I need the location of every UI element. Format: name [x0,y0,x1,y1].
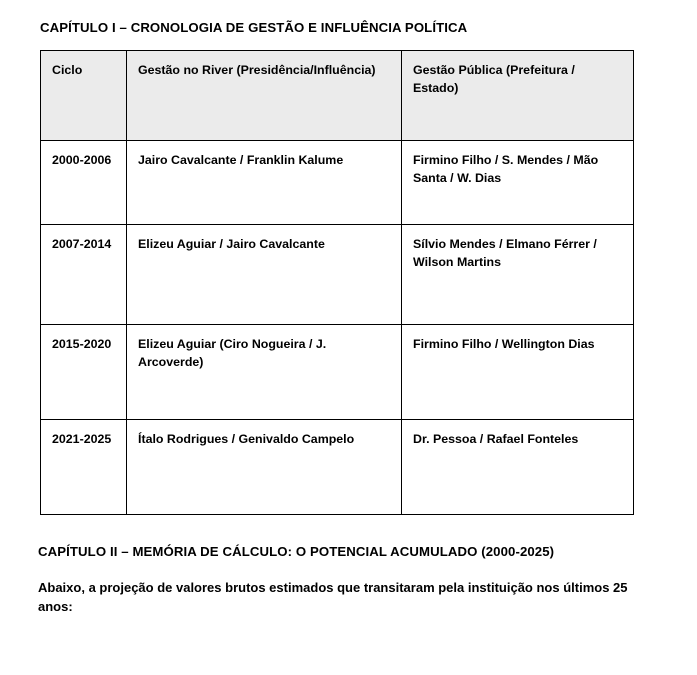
cell-gestao-river-text: Elizeu Aguiar (Ciro Nogueira / J. Arcoverde) [138,336,327,369]
table-row [41,419,634,514]
cell-gestao-publica [402,419,634,514]
cell-ciclo [41,224,127,324]
chapter-1-heading: CAPÍTULO I – CRONOLOGIA DE GESTÃO E INFLUÊNCIA POLÍTICA [40,20,468,35]
column-header-gestao-publica [402,50,634,140]
table-header [41,50,634,140]
column-header-gestao-river [127,50,402,140]
cell-ciclo [41,140,127,224]
cell-gestao-publica-text: Sílvio Mendes / Elmano Férrer / Wilson Martins [413,236,597,269]
cell-gestao-publica [402,224,634,324]
table-row [41,324,634,419]
chapter-2-intro-paragraph: Abaixo, a projeção de valores brutos estimados que transitaram pela instituição nos últimos 25 anos: [38,579,628,615]
column-header-ciclo-label: Ciclo [52,62,83,77]
cell-gestao-river-text: Elizeu Aguiar / Jairo Cavalcante [138,236,325,251]
cell-ciclo-text: 2007-2014 [52,236,112,251]
column-header-ciclo [41,50,127,140]
cell-gestao-river-text: Jairo Cavalcante / Franklin Kalume [138,152,344,167]
cronologia-table [40,50,634,515]
cell-gestao-publica [402,140,634,224]
cell-gestao-river [127,140,402,224]
cell-gestao-publica-text: Dr. Pessoa / Rafael Fonteles [413,431,579,446]
cell-gestao-river [127,224,402,324]
cell-ciclo [41,419,127,514]
table-header-row [41,50,634,140]
cell-gestao-publica-text: Firmino Filho / Wellington Dias [413,336,595,351]
cell-gestao-river [127,324,402,419]
cell-ciclo-text: 2015-2020 [52,336,112,351]
chapter-2-heading: CAPÍTULO II – MEMÓRIA DE CÁLCULO: O POTENCIAL ACUMULADO (2000-2025) [38,543,555,559]
cell-gestao-river [127,419,402,514]
column-header-gestao-publica-label: Gestão Pública (Prefeitura / Estado) [413,62,575,95]
cell-gestao-publica-text: Firmino Filho / S. Mendes / Mão Santa / W. Dias [413,152,599,185]
table-row [41,224,634,324]
cell-gestao-publica [402,324,634,419]
cell-gestao-river-text: Ítalo Rodrigues / Genivaldo Campelo [138,431,355,446]
column-header-gestao-river-label: Gestão no River (Presidência/Influência) [138,62,376,77]
cell-ciclo-text: 2000-2006 [52,152,112,167]
cell-ciclo [41,324,127,419]
table-body [41,140,634,514]
table-row [41,140,634,224]
cell-ciclo-text: 2021-2025 [52,431,112,446]
